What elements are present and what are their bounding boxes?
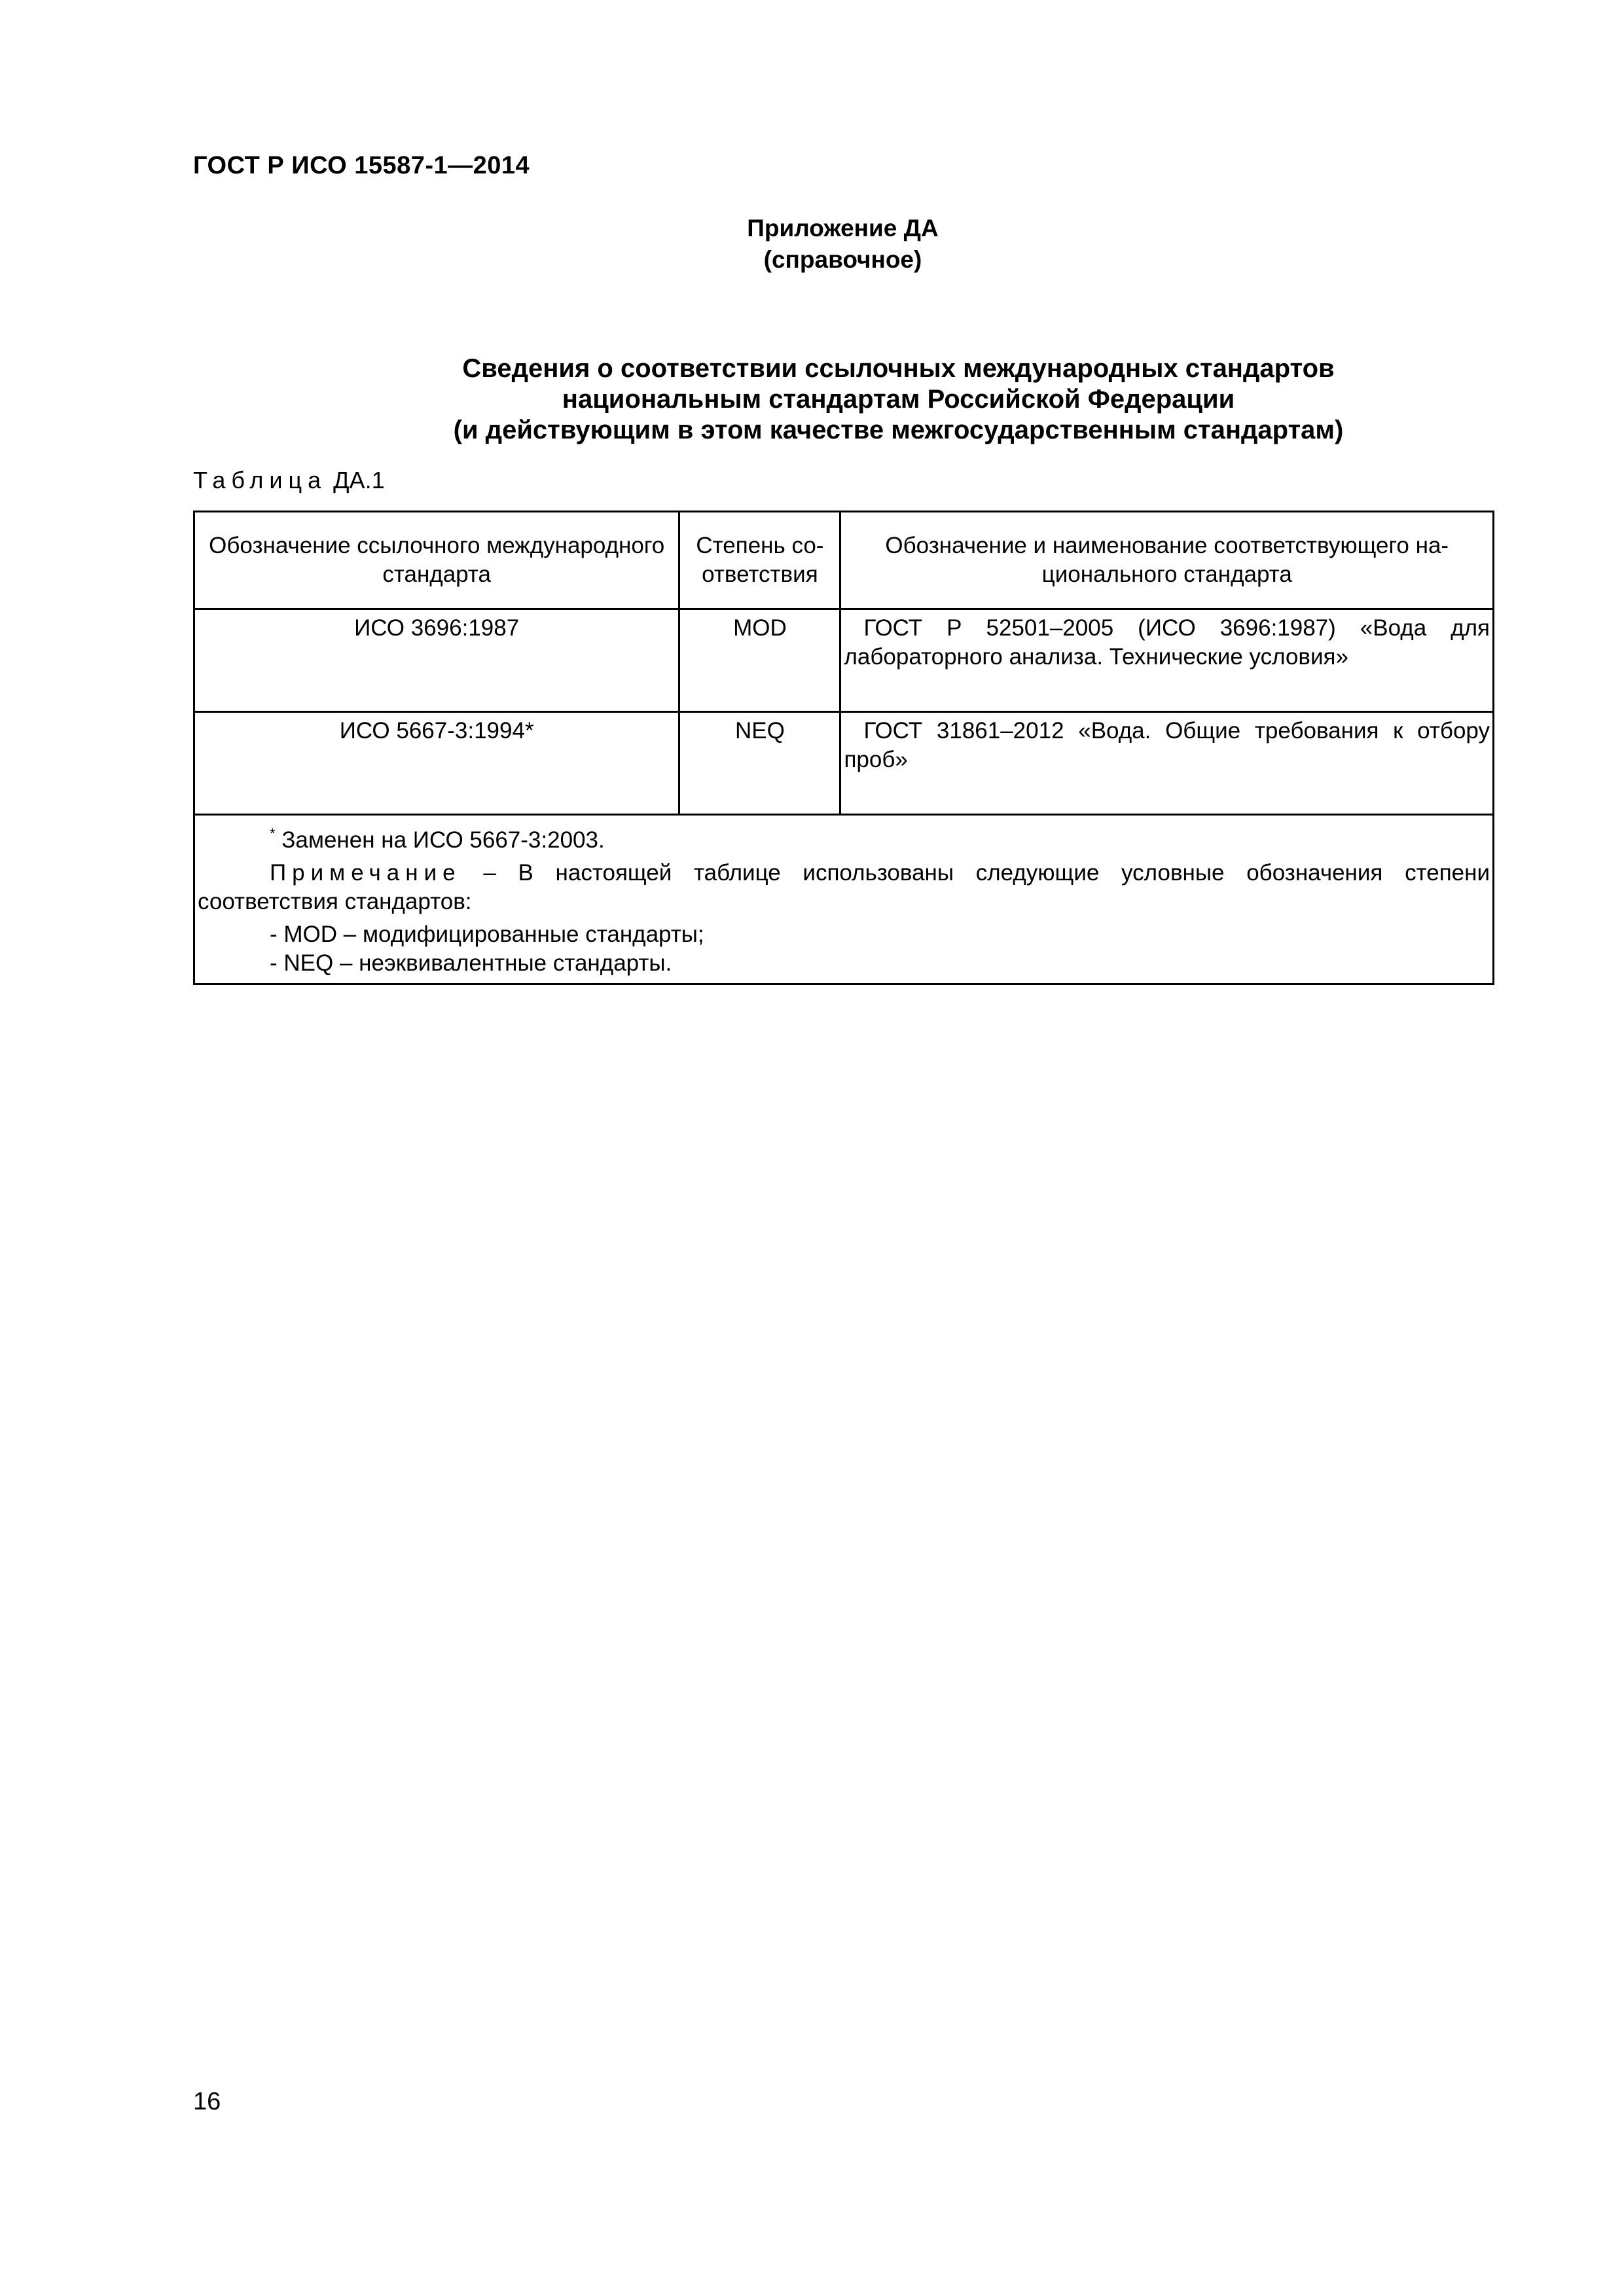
table-label-word: Таблица (193, 467, 327, 493)
header-national-standard: Обозначение и наименование соответствующего на-ционального стандарта (840, 512, 1494, 609)
appendix-title: Приложение ДА (747, 215, 939, 242)
table-row (194, 712, 1494, 815)
cell-degree: MOD (679, 609, 840, 712)
table-row (194, 609, 1494, 712)
section-title-line-2: национальным стандартам Российской Федерации (562, 385, 1235, 414)
cell-national-standard: ГОСТ Р 52501–2005 (ИСО 3696:1987) «Вода для лабораторного анализа. Технические условия» (840, 609, 1494, 712)
footnote (198, 819, 1490, 855)
cell-international-standard: ИСО 5667-3:1994* (194, 712, 679, 815)
footnote-marker: * (270, 825, 276, 842)
table-footer-row (194, 815, 1494, 984)
header-international-standard: Обозначение ссылочного международного стандарта (194, 512, 679, 609)
cell-international-standard: ИСО 3696:1987 (194, 609, 679, 712)
note-item-neq: - NEQ – неэквивалентные стандарты. (270, 950, 672, 976)
note (198, 859, 1490, 916)
table-label (193, 467, 385, 494)
note-text: – В настоящей таблице использованы следующие условные обозначения степени соответствия стандартов: (198, 860, 1490, 914)
table-header-row (194, 512, 1494, 609)
table-footer-cell (194, 815, 1494, 984)
section-title-line-3: (и действующим в этом качестве межгосударственным стандартам) (453, 416, 1344, 444)
cell-national-standard: ГОСТ 31861–2012 «Вода. Общие требования к отбору проб» (840, 712, 1494, 815)
appendix-heading (0, 213, 1624, 276)
section-title (193, 353, 1604, 446)
page-number: 16 (193, 2088, 221, 2115)
document-code: ГОСТ Р ИСО 15587-1—2014 (193, 152, 530, 179)
cell-degree: NEQ (679, 712, 840, 815)
note-item-mod: - MOD – модифицированные стандарты; (270, 922, 704, 947)
footnote-text: Заменен на ИСО 5667-3:2003. (281, 827, 605, 853)
table-label-number: ДА.1 (333, 467, 385, 493)
appendix-subtitle: (справочное) (763, 246, 922, 273)
correspondence-table (193, 511, 1494, 985)
note-heading: Примечание (270, 860, 461, 886)
header-degree: Степень со-ответствия (679, 512, 840, 609)
section-title-line-1: Сведения о соответствии ссылочных международных стандартов (462, 354, 1335, 383)
